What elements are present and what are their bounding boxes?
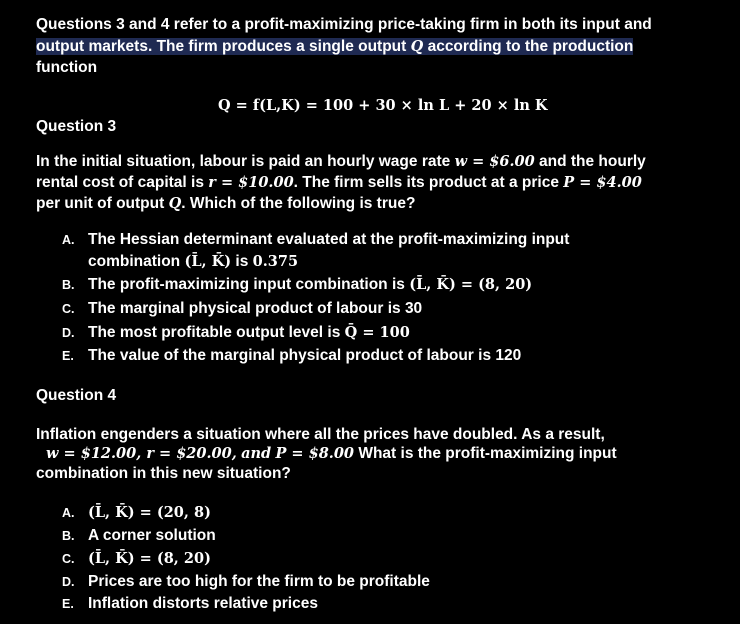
option-math: (L̄, K̄) = (8, 20) <box>88 550 211 567</box>
q3-stem-text: . The firm sells its product at a price <box>293 174 564 191</box>
q4-option-e[interactable] <box>62 594 318 614</box>
q3-option-c[interactable] <box>62 299 422 319</box>
q3-stem-line-1 <box>36 152 646 172</box>
option-letter: D. <box>62 326 75 340</box>
intro-line-1: Questions 3 and 4 refer to a profit-maximizing price-taking firm in both its input and <box>36 16 652 33</box>
q3-option-a-line-2 <box>88 252 298 272</box>
option-letter: A. <box>62 233 75 247</box>
q4-option-d[interactable] <box>62 572 430 592</box>
option-text: The Hessian determinant evaluated at the profit-maximizing input <box>88 231 570 248</box>
q4-option-a[interactable] <box>62 503 211 523</box>
option-text: The value of the marginal physical product of labour is 120 <box>88 347 522 364</box>
option-text: combination <box>88 253 185 270</box>
q4-new-prices: w = $12.00, r = $20.00, <box>46 445 237 462</box>
question-4-title: Question 4 <box>36 387 117 404</box>
option-math: (L̄, K̄) = (8, 20) <box>409 276 533 293</box>
option-math: Q̄ = 100 <box>344 324 410 341</box>
option-math: (L̄, K̄) <box>184 253 232 270</box>
q3-price: P = $4.00 <box>563 174 642 191</box>
question-3-title: Question 3 <box>36 118 117 135</box>
q3-output-var: Q <box>168 195 182 212</box>
q3-option-b[interactable] <box>62 275 532 295</box>
q4-stem-text: What is the profit-maximizing input <box>354 445 617 462</box>
intro-line-2-text-b: according to the production <box>423 38 634 55</box>
q3-stem-text: per unit of output <box>36 195 169 212</box>
option-letter: E. <box>62 597 74 611</box>
q3-stem-line-3 <box>36 194 415 214</box>
production-function-formula: Q = f(L,K) = 100 + 30 × ln L + 20 × ln K <box>218 97 548 114</box>
q4-option-c[interactable] <box>62 549 211 569</box>
q4-new-output-price: P = $8.00 <box>275 445 355 462</box>
option-text: is <box>231 253 253 270</box>
option-text: The marginal physical product of labour is 30 <box>88 300 423 317</box>
q3-stem-text: In the initial situation, labour is paid an hourly wage rate <box>36 153 455 170</box>
option-text: A corner solution <box>88 527 216 544</box>
intro-line-3: function <box>36 59 98 76</box>
option-text: The most profitable output level is <box>88 324 345 341</box>
q4-and: and <box>241 445 272 462</box>
option-letter: B. <box>62 278 75 292</box>
q3-wage: w = $6.00 <box>454 153 535 170</box>
q3-stem-line-2 <box>36 173 642 193</box>
q3-rental-cost: r = $10.00 <box>208 174 294 191</box>
q4-stem-line-2 <box>46 444 617 464</box>
q4-option-b[interactable] <box>62 526 216 546</box>
q3-option-e[interactable] <box>62 346 521 366</box>
option-letter: C. <box>62 552 75 566</box>
q3-stem-text: . Which of the following is true? <box>181 195 416 212</box>
intro-line-2-text-a: output markets. The firm produces a single output <box>36 38 411 55</box>
option-letter: C. <box>62 302 75 316</box>
option-text: Inflation distorts relative prices <box>88 595 318 612</box>
intro-line-2 <box>36 37 633 57</box>
option-letter: E. <box>62 349 74 363</box>
option-text: Prices are too high for the firm to be profitable <box>88 573 430 590</box>
option-math: 0.375 <box>252 253 299 270</box>
option-text: The profit-maximizing input combination is <box>88 276 410 293</box>
option-math: (L̄, K̄) = (20, 8) <box>88 504 211 521</box>
q3-option-a[interactable] <box>62 230 569 250</box>
q4-stem-line-1: Inflation engenders a situation where all the prices have doubled. As a result, <box>36 426 605 443</box>
q3-option-d[interactable] <box>62 323 410 343</box>
intro-line-2-highlight <box>36 38 633 55</box>
q3-stem-text: and the hourly <box>534 153 646 170</box>
option-letter: D. <box>62 575 75 589</box>
q4-stem-line-3: combination in this new situation? <box>36 465 291 482</box>
q3-stem-text: rental cost of capital is <box>36 174 209 191</box>
option-letter: A. <box>62 506 75 520</box>
option-letter: B. <box>62 529 75 543</box>
intro-variable-q: Q <box>410 38 424 55</box>
